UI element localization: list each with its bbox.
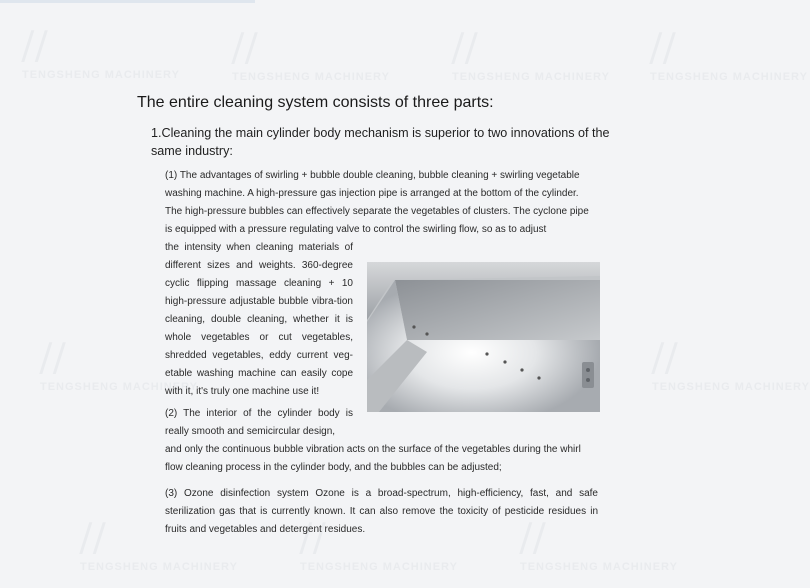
watermark: ⧸⧸ TENGSHENG MACHINERY (652, 340, 810, 393)
watermark: ⧸⧸ TENGSHENG MACHINERY (22, 28, 180, 81)
watermark: ⧸⧸ TENGSHENG MACHINERY (520, 520, 678, 573)
tank-photo (367, 262, 600, 412)
paragraph-3: (3) Ozone disinfection system Ozone is a broad-spectrum, high-efficiency, fast, and safe sterilization gas that is currently known. It can also remove the toxicity of pesticide residues in fruits and vegetables and detergent residues. (165, 488, 598, 535)
watermark: ⧸⧸ TENGSHENG MACHINERY (650, 30, 808, 83)
watermark: ⧸⧸ TENGSHENG MACHINERY (232, 30, 390, 83)
watermark: ⧸⧸ TENGSHENG MACHINERY (300, 520, 458, 573)
paragraph-1-continued: the intensity when cleaning materials of different sizes and weights. 360-degree cyclic flipping massage cleaning + 10 high-pressure adjustable bubble vibra-tion cleaning, double cleaning, whether it is whole vegetables or cut vegetables, shredded vegetables, eddy current veg-etable washing machine can easily cope with it, it's truly one machine use it! (165, 242, 353, 397)
section-subtitle: 1.Cleaning the main cylinder body mechanism is superior to two innovations of the same industry: (151, 126, 610, 158)
watermark: ⧸⧸ TENGSHENG MACHINERY (452, 30, 610, 83)
page-title: The entire cleaning system consists of three parts: (137, 94, 494, 111)
paragraph-2-continued: and only the continuous bubble vibration acts on the surface of the vegetables during the whirl flow cleaning process in the cylinder body, and the bubbles can be adjusted; (165, 444, 581, 473)
watermark: ⧸⧸ TENGSHENG MACHINERY (80, 520, 238, 573)
top-accent-bar (0, 0, 255, 3)
paragraph-1-intro: (1) The advantages of swirling + bubble double cleaning, bubble cleaning + swirling vegetable washing machine. A high-pressure gas injection pipe is arranged at the bottom of the cylinder. The high-pressure bubbles can effectively separate the vegetables of clusters. The cyclone pipe is equipped with a pressure regulating valve to control the swirling flow, so as to adjust (165, 170, 589, 235)
paragraph-2-intro: (2) The interior of the cylinder body is really smooth and semicircular design, (165, 408, 353, 437)
watermark: ⧸⧸ TENGSHENG MACHINERY (40, 340, 198, 393)
